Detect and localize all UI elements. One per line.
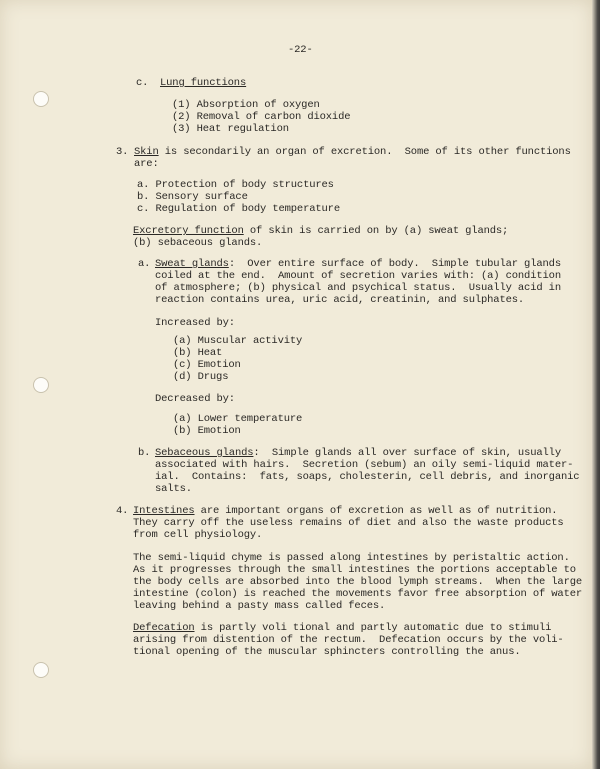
keyword-skin: Skin xyxy=(134,146,159,158)
list-item: b. Sensory surface xyxy=(137,191,248,203)
paragraph-line: arising from distention of the rectum. Defecation occurs by the voli- xyxy=(133,634,564,646)
list-item: (1) Absorption of oxygen xyxy=(172,99,320,111)
paragraph-line xyxy=(133,622,551,634)
keyword-intestines: Intestines xyxy=(133,505,195,517)
paragraph-line xyxy=(155,447,561,459)
punch-hole xyxy=(33,377,49,393)
paragraph-line xyxy=(133,505,557,517)
keyword-sebaceous-glands: Sebaceous glands xyxy=(155,447,254,459)
paragraph-line: tional opening of the muscular sphincters controlling the anus. xyxy=(133,646,521,658)
keyword-excretory-function: Excretory function xyxy=(133,225,244,237)
list-item: (3) Heat regulation xyxy=(172,123,289,135)
list-marker: c. xyxy=(136,77,149,89)
list-item: (d) Drugs xyxy=(173,371,229,383)
paragraph-line xyxy=(134,146,571,158)
list-marker: 3. xyxy=(116,146,129,158)
text-span: : Over entire surface of body. Simple tubular glands xyxy=(228,258,561,270)
text-span: are important organs of excretion as well as of nutrition. xyxy=(194,505,558,517)
keyword-sweat-glands: Sweat glands xyxy=(155,258,229,270)
sublist-label: Decreased by: xyxy=(155,393,235,405)
sublist-label: Increased by: xyxy=(155,317,235,329)
paragraph-line xyxy=(133,225,508,237)
paragraph-line: leaving behind a pasty mass called feces. xyxy=(133,600,386,612)
paragraph-line: the body cells are absorbed into the blood lymph streams. When the large xyxy=(133,576,583,588)
page-edge-shadow xyxy=(592,0,600,769)
paragraph-line: As it progresses through the small intestines the portions acceptable to xyxy=(133,564,576,576)
list-marker: 4. xyxy=(116,505,129,517)
paragraph-line xyxy=(155,258,561,270)
keyword-defecation: Defecation xyxy=(133,622,195,634)
text-span: : Simple glands all over surface of skin, usually xyxy=(253,447,561,459)
list-item: (b) Heat xyxy=(173,347,223,359)
text-span: is secondarily an organ of excretion. Some of its other functions xyxy=(158,146,571,158)
text-span: is partly voli tional and partly automatic due to stimuli xyxy=(194,622,552,634)
paragraph-line: from cell physiology. xyxy=(133,529,263,541)
list-item: (2) Removal of carbon dioxide xyxy=(172,111,351,123)
list-item: (a) Lower temperature xyxy=(173,413,303,425)
list-item: (c) Emotion xyxy=(173,359,241,371)
list-marker: b. xyxy=(138,447,151,459)
punch-hole xyxy=(33,91,49,107)
list-marker: a. xyxy=(138,258,151,270)
list-item: (a) Muscular activity xyxy=(173,335,303,347)
text-span: of skin is carried on by (a) sweat glands; xyxy=(243,225,509,237)
paragraph-line: of atmosphere; (b) physical and psychical status. Usually acid in xyxy=(155,282,561,294)
page-number: -22- xyxy=(288,44,313,56)
list-item: a. Protection of body structures xyxy=(137,179,334,191)
paragraph-line: (b) sebaceous glands. xyxy=(133,237,263,249)
paragraph-line: ial. Contains: fats, soaps, cholesterin, cell debris, and inorganic xyxy=(155,471,580,483)
section-heading-lung-functions: Lung functions xyxy=(160,77,247,89)
paragraph-line: salts. xyxy=(155,483,192,495)
paragraph-line: intestine (colon) is reached the movements favor free absorption of water xyxy=(133,588,583,600)
list-item: (b) Emotion xyxy=(173,425,241,437)
paragraph-line: associated with hairs. Secretion (sebum) an oily semi-liquid mater- xyxy=(155,459,574,471)
paragraph-line: are: xyxy=(134,158,159,170)
punch-hole xyxy=(33,662,49,678)
paragraph-line: coiled at the end. Amount of secretion varies with: (a) condition xyxy=(155,270,561,282)
paragraph-line: They carry off the useless remains of diet and also the waste products xyxy=(133,517,564,529)
list-item: c. Regulation of body temperature xyxy=(137,203,340,215)
paragraph-line: reaction contains urea, uric acid, creatinin, and sulphates. xyxy=(155,294,525,306)
paragraph-line: The semi-liquid chyme is passed along intestines by peristaltic action. xyxy=(133,552,570,564)
